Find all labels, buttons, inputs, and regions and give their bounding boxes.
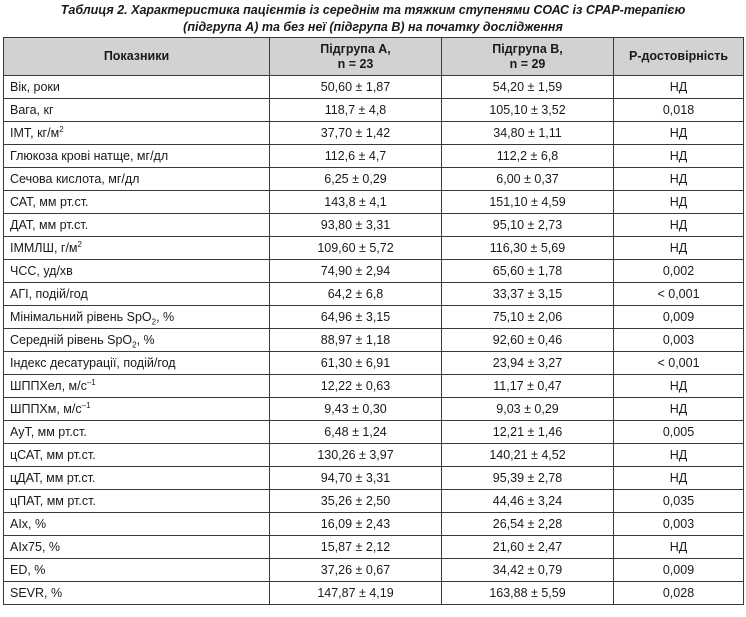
p-value: НД	[614, 168, 744, 191]
table-row	[4, 214, 744, 237]
group-a-value: 118,7 ± 4,8	[270, 99, 442, 122]
parameter-cell	[4, 421, 270, 444]
parameter-cell	[4, 191, 270, 214]
group-a-value: 109,60 ± 5,72	[270, 237, 442, 260]
unit-subscript: 2	[151, 317, 157, 327]
parameter-cell	[4, 352, 270, 375]
parameter-label: ІМТ, кг/м	[10, 126, 60, 140]
table-row	[4, 536, 744, 559]
group-b-value: 34,42 ± 0,79	[442, 559, 614, 582]
group-b-value: 95,10 ± 2,73	[442, 214, 614, 237]
p-value: НД	[614, 191, 744, 214]
table-row	[4, 444, 744, 467]
p-value: НД	[614, 467, 744, 490]
group-a-value: 74,90 ± 2,94	[270, 260, 442, 283]
group-a-value: 12,22 ± 0,63	[270, 375, 442, 398]
table-body	[4, 76, 744, 605]
header-group-a	[270, 38, 442, 76]
group-a-value: 88,97 ± 1,18	[270, 329, 442, 352]
parameter-cell	[4, 329, 270, 352]
table-row	[4, 191, 744, 214]
table-row	[4, 352, 744, 375]
group-b-value: 21,60 ± 2,47	[442, 536, 614, 559]
parameter-unit: , %	[156, 310, 175, 324]
group-a-value: 64,96 ± 3,15	[270, 306, 442, 329]
table-row	[4, 145, 744, 168]
p-value: 0,003	[614, 513, 744, 536]
parameter-cell	[4, 237, 270, 260]
p-value: НД	[614, 145, 744, 168]
group-a-value: 93,80 ± 3,31	[270, 214, 442, 237]
parameter-label: Вік, роки	[10, 80, 60, 94]
p-value: 0,009	[614, 306, 744, 329]
group-a-value: 61,30 ± 6,91	[270, 352, 442, 375]
p-value: 0,028	[614, 582, 744, 605]
parameter-cell	[4, 76, 270, 99]
parameter-cell	[4, 444, 270, 467]
table-row	[4, 122, 744, 145]
group-b-value: 6,00 ± 0,37	[442, 168, 614, 191]
p-value: НД	[614, 398, 744, 421]
header-group-a-title: Підгрупа А,	[320, 41, 391, 56]
header-group-b	[442, 38, 614, 76]
parameter-label: АуТ, мм рт.ст.	[10, 425, 87, 439]
group-b-value: 112,2 ± 6,8	[442, 145, 614, 168]
parameter-label: Індекс десатурації, подій/год	[10, 356, 176, 370]
p-value: НД	[614, 444, 744, 467]
group-b-value: 9,03 ± 0,29	[442, 398, 614, 421]
header-parameter: Показники	[4, 38, 270, 76]
parameter-cell	[4, 214, 270, 237]
p-value: 0,002	[614, 260, 744, 283]
group-a-value: 143,8 ± 4,1	[270, 191, 442, 214]
group-b-value: 151,10 ± 4,59	[442, 191, 614, 214]
table-row	[4, 260, 744, 283]
group-b-value: 33,37 ± 3,15	[442, 283, 614, 306]
p-value: 0,035	[614, 490, 744, 513]
group-a-value: 6,48 ± 1,24	[270, 421, 442, 444]
parameter-label: Глюкоза крові натще, мг/дл	[10, 149, 169, 163]
group-a-value: 37,70 ± 1,42	[270, 122, 442, 145]
header-row	[4, 38, 744, 76]
parameter-label: SEVR, %	[10, 586, 63, 600]
parameter-cell	[4, 306, 270, 329]
parameter-label: цДАТ, мм рт.ст.	[10, 471, 96, 485]
group-b-value: 75,10 ± 2,06	[442, 306, 614, 329]
parameter-label: АГІ, подій/год	[10, 287, 88, 301]
parameter-label: ІММЛШ, г/м	[10, 241, 78, 255]
parameter-cell	[4, 168, 270, 191]
table-row	[4, 582, 744, 605]
unit-superscript: 2	[59, 124, 64, 134]
parameter-label: цПАТ, мм рт.ст.	[10, 494, 96, 508]
p-value: < 0,001	[614, 283, 744, 306]
group-b-value: 11,17 ± 0,47	[442, 375, 614, 398]
group-a-value: 35,26 ± 2,50	[270, 490, 442, 513]
header-group-b-n: n = 29	[509, 56, 546, 71]
unit-subscript: 2	[132, 340, 137, 350]
parameter-label: ШППХм, м/с	[10, 402, 82, 416]
group-b-value: 54,20 ± 1,59	[442, 76, 614, 99]
p-value: НД	[614, 375, 744, 398]
p-value: НД	[614, 536, 744, 559]
table-row	[4, 490, 744, 513]
table-row	[4, 306, 744, 329]
table-row	[4, 559, 744, 582]
parameter-label: ED, %	[10, 563, 46, 577]
group-b-value: 65,60 ± 1,78	[442, 260, 614, 283]
group-b-value: 163,88 ± 5,59	[442, 582, 614, 605]
table-row	[4, 99, 744, 122]
header-group-b-title: Підгрупа В,	[492, 41, 563, 56]
header-group-a-n: n = 23	[337, 56, 374, 71]
p-value: < 0,001	[614, 352, 744, 375]
table-row	[4, 375, 744, 398]
parameter-unit: , %	[136, 333, 155, 347]
group-a-value: 37,26 ± 0,67	[270, 559, 442, 582]
group-b-value: 140,21 ± 4,52	[442, 444, 614, 467]
parameter-cell	[4, 145, 270, 168]
parameter-cell	[4, 513, 270, 536]
p-value: НД	[614, 237, 744, 260]
group-a-value: 94,70 ± 3,31	[270, 467, 442, 490]
group-a-value: 50,60 ± 1,87	[270, 76, 442, 99]
group-b-value: 92,60 ± 0,46	[442, 329, 614, 352]
table-caption	[0, 0, 746, 36]
parameter-cell	[4, 375, 270, 398]
characteristics-table	[3, 37, 744, 605]
table-row	[4, 467, 744, 490]
parameter-cell	[4, 260, 270, 283]
table-row	[4, 329, 744, 352]
parameter-label: AIx, %	[10, 517, 47, 531]
parameter-label: ДАТ, мм рт.ст.	[10, 218, 89, 232]
table-row	[4, 283, 744, 306]
table-row	[4, 237, 744, 260]
group-b-value: 26,54 ± 2,28	[442, 513, 614, 536]
parameter-label: САТ, мм рт.ст.	[10, 195, 89, 209]
parameter-label: цСАТ, мм рт.ст.	[10, 448, 96, 462]
parameter-cell	[4, 490, 270, 513]
parameter-cell	[4, 467, 270, 490]
group-a-value: 64,2 ± 6,8	[270, 283, 442, 306]
unit-superscript: –1	[81, 400, 91, 410]
group-b-value: 95,39 ± 2,78	[442, 467, 614, 490]
p-value: 0,018	[614, 99, 744, 122]
table-row	[4, 168, 744, 191]
caption-line-1: Таблиця 2. Характеристика пацієнтів із середнім та тяжким ступенями СОАС із CPAP-терапією	[60, 3, 686, 17]
p-value: 0,009	[614, 559, 744, 582]
group-b-value: 23,94 ± 3,27	[442, 352, 614, 375]
p-value: НД	[614, 122, 744, 145]
group-a-value: 6,25 ± 0,29	[270, 168, 442, 191]
table-row	[4, 76, 744, 99]
parameter-cell	[4, 122, 270, 145]
parameter-label: Середній рівень SpO	[10, 333, 133, 347]
unit-superscript: 2	[77, 239, 82, 249]
parameter-label: Вага, кг	[10, 103, 54, 117]
p-value: НД	[614, 214, 744, 237]
parameter-cell	[4, 582, 270, 605]
table-row	[4, 513, 744, 536]
group-b-value: 44,46 ± 3,24	[442, 490, 614, 513]
parameter-label: Мінімальний рівень SpO	[10, 310, 152, 324]
table-row	[4, 398, 744, 421]
parameter-label: ЧСС, уд/хв	[10, 264, 73, 278]
group-b-value: 105,10 ± 3,52	[442, 99, 614, 122]
unit-superscript: –1	[86, 377, 96, 387]
parameter-cell	[4, 559, 270, 582]
p-value: НД	[614, 76, 744, 99]
p-value: 0,005	[614, 421, 744, 444]
group-a-value: 9,43 ± 0,30	[270, 398, 442, 421]
group-b-value: 12,21 ± 1,46	[442, 421, 614, 444]
parameter-cell	[4, 99, 270, 122]
p-value: 0,003	[614, 329, 744, 352]
group-a-value: 112,6 ± 4,7	[270, 145, 442, 168]
parameter-label: AIx75, %	[10, 540, 61, 554]
header-p-value: Р-достовірність	[614, 38, 744, 76]
caption-line-2: (підгрупа А) та без неї (підгрупа В) на початку дослідження	[183, 20, 563, 34]
parameter-label: ШППХел, м/с	[10, 379, 87, 393]
group-a-value: 130,26 ± 3,97	[270, 444, 442, 467]
group-a-value: 147,87 ± 4,19	[270, 582, 442, 605]
group-a-value: 15,87 ± 2,12	[270, 536, 442, 559]
parameter-cell	[4, 536, 270, 559]
group-a-value: 16,09 ± 2,43	[270, 513, 442, 536]
parameter-label: Сечова кислота, мг/дл	[10, 172, 140, 186]
table-row	[4, 421, 744, 444]
group-b-value: 34,80 ± 1,11	[442, 122, 614, 145]
group-b-value: 116,30 ± 5,69	[442, 237, 614, 260]
parameter-cell	[4, 398, 270, 421]
parameter-cell	[4, 283, 270, 306]
